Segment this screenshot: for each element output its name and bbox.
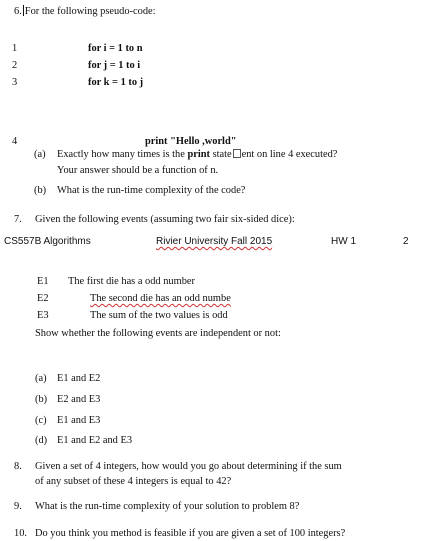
text-cursor (23, 5, 24, 16)
q7-instruction: Show whether the following events are independent or not: (35, 328, 281, 339)
q6-prompt-line (14, 5, 156, 18)
header-course: CS557B Algorithms (4, 236, 91, 247)
placeholder-box-icon (233, 149, 241, 158)
code-line-print: print "Hello ,world" (145, 136, 237, 147)
q10-number: 10. (14, 528, 27, 539)
code-line-text: for k = 1 to j (88, 77, 144, 88)
code-line-number: 1 (12, 43, 18, 54)
option-text: E1 and E2 (57, 373, 101, 384)
option-label: (b) (35, 394, 48, 405)
q6a-text: Exactly how many times is the print state ent on line 4 executed? (57, 149, 338, 160)
header-page-number: 2 (403, 236, 409, 247)
q6b-text: What is the run-time complexity of the code? (57, 185, 246, 196)
q8-text-line1: Given a set of 4 integers, how would you go about determining if the sum (35, 461, 342, 472)
q6-prompt: For the following pseudo-code: (24, 6, 156, 17)
q8-number: 8. (14, 461, 22, 472)
event-label: E1 (37, 276, 49, 287)
q10-text: Do you think you method is feasible if you are given a set of 100 integers? (35, 528, 346, 539)
code-line-text: for i = 1 to n (88, 43, 143, 54)
code-line-number: 2 (12, 60, 18, 71)
q7-prompt: Given the following events (assuming two fair six-sided dice): (35, 214, 295, 225)
q6-number: 6. (14, 6, 22, 17)
event-text: The sum of the two values is odd (90, 310, 228, 321)
option-label: (c) (35, 415, 47, 426)
q6b-label: (b) (34, 185, 47, 196)
q9-text: What is the run-time complexity of your solution to problem 8? (35, 501, 300, 512)
q8-text-line2: of any subset of these 4 integers is equal to 42? (35, 476, 232, 487)
code-line-text: for j = 1 to i (88, 60, 141, 71)
event-label: E3 (37, 310, 49, 321)
code-line-number: 4 (12, 136, 18, 147)
option-text: E1 and E2 and E3 (57, 435, 133, 446)
option-label: (d) (35, 435, 48, 446)
q7-number: 7. (14, 214, 22, 225)
event-text: The first die has a odd number (68, 276, 195, 287)
header-hw: HW 1 (331, 236, 356, 247)
option-text: E1 and E3 (57, 415, 101, 426)
option-text: E2 and E3 (57, 394, 101, 405)
code-line-number: 3 (12, 77, 18, 88)
q9-number: 9. (14, 501, 22, 512)
option-label: (a) (35, 373, 47, 384)
q6a-label: (a) (34, 149, 46, 160)
event-text: The second die has an odd numbe (90, 293, 231, 304)
header-university: Rivier University Fall 2015 (156, 236, 273, 247)
q6a-text-line2: Your answer should be a function of n. (57, 165, 219, 176)
event-label: E2 (37, 293, 49, 304)
